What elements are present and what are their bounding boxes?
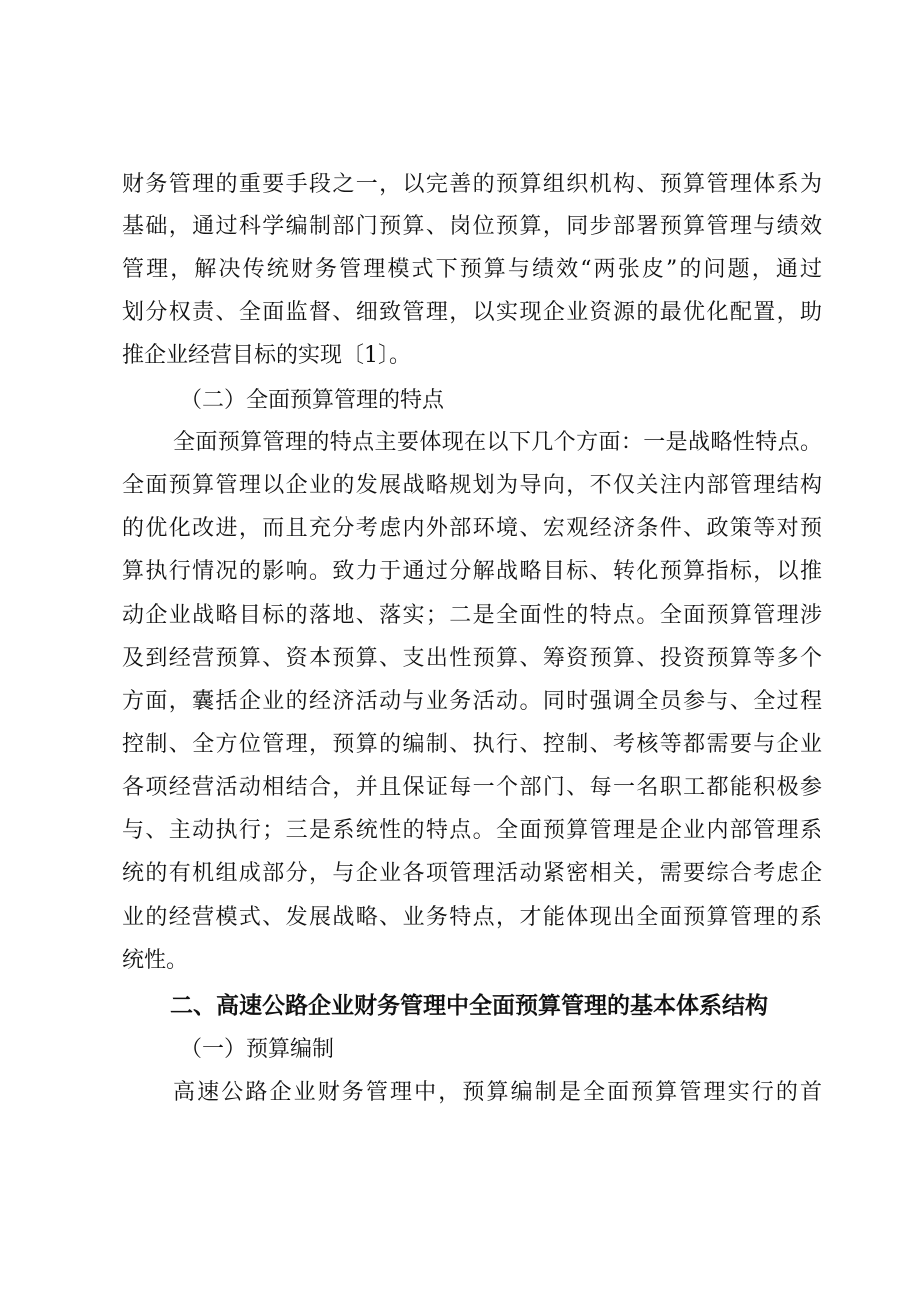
text-line: 全面预算管理以企业的发展战略规划为导向，不仅关注内部管理结构 bbox=[122, 473, 822, 498]
text-line: 基础，通过科学编制部门预算、岗位预算，同步部署预算管理与绩效 bbox=[122, 214, 822, 239]
text-line: 统的有机组成部分，与企业各项管理活动紧密相关，需要综合考虑企 bbox=[122, 861, 822, 886]
section-subheading: （一）预算编制 bbox=[180, 1037, 335, 1062]
text-line: 与、主动执行；三是系统性的特点。全面预算管理是企业内部管理系 bbox=[122, 818, 822, 843]
section-subheading: （二）全面预算管理的特点 bbox=[180, 388, 445, 413]
text-line: 算执行情况的影响。致力于通过分解战略目标、转化预算指标，以推 bbox=[122, 559, 822, 584]
text-line: 统性。 bbox=[122, 948, 189, 973]
text-line: 高速公路企业财务管理中，预算编制是全面预算管理实行的首 bbox=[173, 1080, 822, 1105]
text-line: 财务管理的重要手段之一，以完善的预算组织机构、预算管理体系为 bbox=[122, 172, 822, 197]
text-line: 及到经营预算、资本预算、支出性预算、筹资预算、投资预算等多个 bbox=[122, 646, 822, 671]
text-line: 动企业战略目标的落地、落实；二是全面性的特点。全面预算管理涉 bbox=[122, 603, 822, 628]
text-line: 划分权责、全面监督、细致管理，以实现企业资源的最优化配置，助 bbox=[122, 300, 822, 325]
section-heading: 二、高速公路企业财务管理中全面预算管理的基本体系结构 bbox=[170, 993, 768, 1019]
text-line: 方面，囊括企业的经济活动与业务活动。同时强调全员参与、全过程 bbox=[122, 689, 822, 714]
text-line: 管理，解决传统财务管理模式下预算与绩效“两张皮”的问题，通过 bbox=[122, 257, 822, 282]
text-line: 控制、全方位管理，预算的编制、执行、控制、考核等都需要与企业 bbox=[122, 732, 822, 757]
text-line: 业的经营模式、发展战略、业务特点，才能体现出全面预算管理的系 bbox=[122, 905, 822, 930]
text-line: 的优化改进，而且充分考虑内外部环境、宏观经济条件、政策等对预 bbox=[122, 516, 822, 541]
text-line: 各项经营活动相结合，并且保证每一个部门、每一名职工都能积极参 bbox=[122, 775, 822, 800]
text-line: 推企业经营目标的实现〔1〕。 bbox=[122, 343, 411, 368]
text-line: 全面预算管理的特点主要体现在以下几个方面：一是战略性特点。 bbox=[173, 430, 822, 455]
